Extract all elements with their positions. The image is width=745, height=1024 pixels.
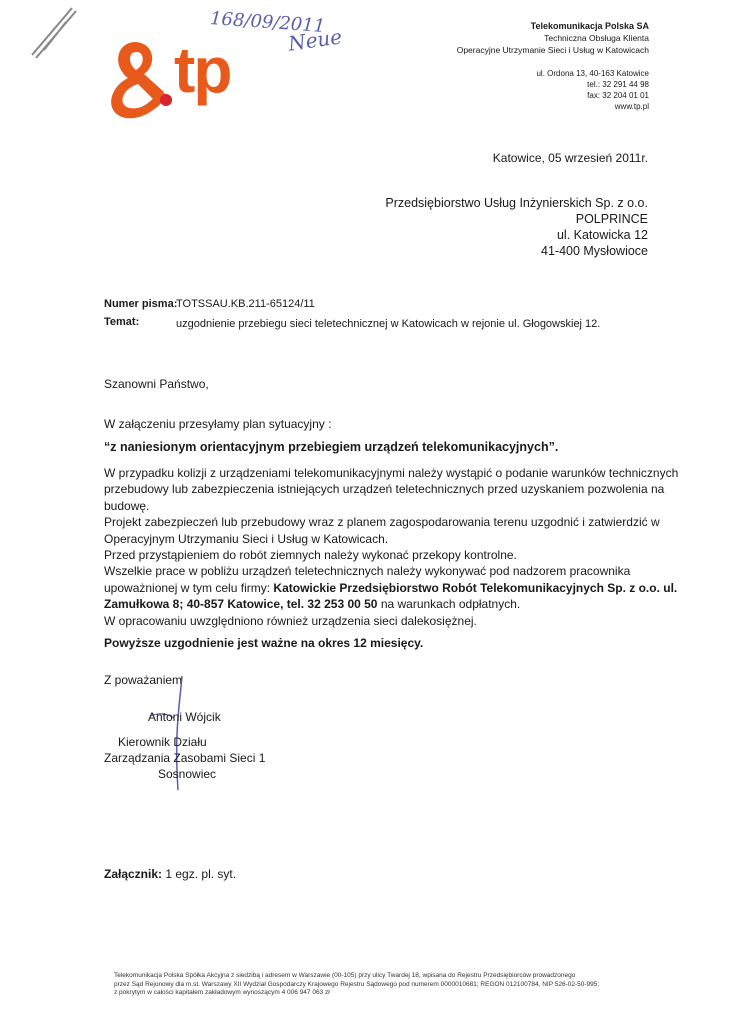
company-dept2: Operacyjne Utrzymanie Sieci i Usług w Katowicach <box>456 45 649 55</box>
letter-date: Katowice, 05 wrzesień 2011r. <box>492 151 648 165</box>
recipient-address <box>385 195 648 259</box>
company-address: ul. Ordona 13, 40-163 Katowice <box>536 69 649 78</box>
footer-line2: przez Sąd Rejonowy dla m.st. Warszawy XII Wydział Gospodarczy Krajowego Rejestru Sądowego pod numerem 0000010681; REGON 012100784, NIP 526-02-50-995; <box>114 980 600 988</box>
footer-line1: Telekomunikacja Polska Spółka Akcyjna z siedzibą i adresem w Warszawie (00-105) przy ulicy Twardej 18, wpisana do Rejestru Przedsiębiorców prowadzonego <box>114 972 576 979</box>
paperclip-icon <box>22 0 82 60</box>
company-website: www.tp.pl <box>614 102 649 111</box>
reference-number-label: Numer pisma: <box>104 298 178 310</box>
recipient-line2: POLPRINCE <box>575 212 648 226</box>
footer-line3: z pokrytym w całości kapitałem zakładowym wynoszącym 4 006 947 063 zł <box>114 989 330 996</box>
signer-title-3: Sosnowiec <box>158 767 217 781</box>
letter-body <box>104 465 694 629</box>
recipient-line1: Przedsiębiorstwo Usług Inżynierskich Sp. z o.o. <box>385 196 648 210</box>
attachment-value: 1 egz. pl. syt. <box>162 867 237 881</box>
signer-title-1: Kierownik Działu <box>118 735 207 749</box>
supervision-terms: na warunkach odpłatnych. <box>377 597 521 612</box>
company-dept1: Techniczna Obsługa Klienta <box>544 33 649 43</box>
recipient-line4: 41-400 Mysłowioce <box>541 244 648 258</box>
paragraph-long-distance: W opracowaniu uwzględniono również urządzenia sieci dalekosiężnej. <box>104 613 477 628</box>
company-contact <box>536 68 649 112</box>
signer-name: Antoni Wójcik <box>148 710 221 724</box>
logo-text: tp <box>174 34 231 106</box>
company-name: Telekomunikacja Polska SA <box>530 21 649 31</box>
paragraph-excavation: Przed przystąpieniem do robót ziemnych należy wykonać przekopy kontrolne. <box>104 548 517 563</box>
handwritten-signature: Neue <box>286 24 344 56</box>
recipient-line3: ul. Katowicka 12 <box>556 228 648 242</box>
closing: Z poważaniem <box>104 673 183 687</box>
supervision-text: Wszelkie prace w pobliżu urządzeń teletechnicznych należy wykonywać pod nadzorem pracownika upoważnionej w tym celu firmy: <box>104 564 631 595</box>
attachment-note <box>104 867 236 881</box>
company-tel: tel.: 32 291 44 98 <box>587 80 649 89</box>
quoted-heading: “z naniesionym orientacyjnym przebiegiem urządzeń telekomunikacyjnych”. <box>104 440 559 454</box>
company-header <box>457 20 649 56</box>
company-fax: fax: 32 204 01 01 <box>587 91 649 100</box>
reference-number-value: TOTSSAU.KB.211-65124/11 <box>176 298 315 310</box>
subject-value: uzgodnienie przebiegu sieci teletechnicznej w Katowicach w rejonie ul. Głogowskiej 12. <box>176 318 601 330</box>
handwritten-reference: 168/09/2011 <box>209 8 326 37</box>
signer-title-2: Zarządzania Zasobami Sieci 1 <box>104 751 266 765</box>
attachment-label: Załącznik: <box>104 867 163 881</box>
paragraph-supervision <box>104 563 694 612</box>
contractor-details: Katowickie Przedsiębiorstwo Robót Telekomunikacyjnych Sp. z o.o. ul. Zamułkowa 8; 40-857 Katowice, tel. 32 253 00 50 <box>104 580 678 612</box>
salutation: Szanowni Państwo, <box>104 377 209 391</box>
validity-statement: Powyższe uzgodnienie jest ważne na okres 12 miesięcy. <box>104 636 424 650</box>
paragraph-collision: W przypadku kolizji z urządzeniami telekomunikacyjnymi należy wystąpić o podanie warunków technicznych przebudowy lub zabezpieczenia istniejących urządzeń teletechnicznych przed uzyskaniem pozwolenia na budowę. <box>104 466 679 513</box>
legal-footer <box>114 972 634 998</box>
paragraph-project: Projekt zabezpieczeń lub przebudowy wraz z planem zagospodarowania terenu uzgodnić i zatwierdzić w Operacyjnym Utrzymaniu Sieci i Usług w Katowicach. <box>104 515 660 546</box>
intro-text: W załączeniu przesyłamy plan sytuacyjny : <box>104 417 332 431</box>
subject-label: Temat: <box>104 316 140 328</box>
